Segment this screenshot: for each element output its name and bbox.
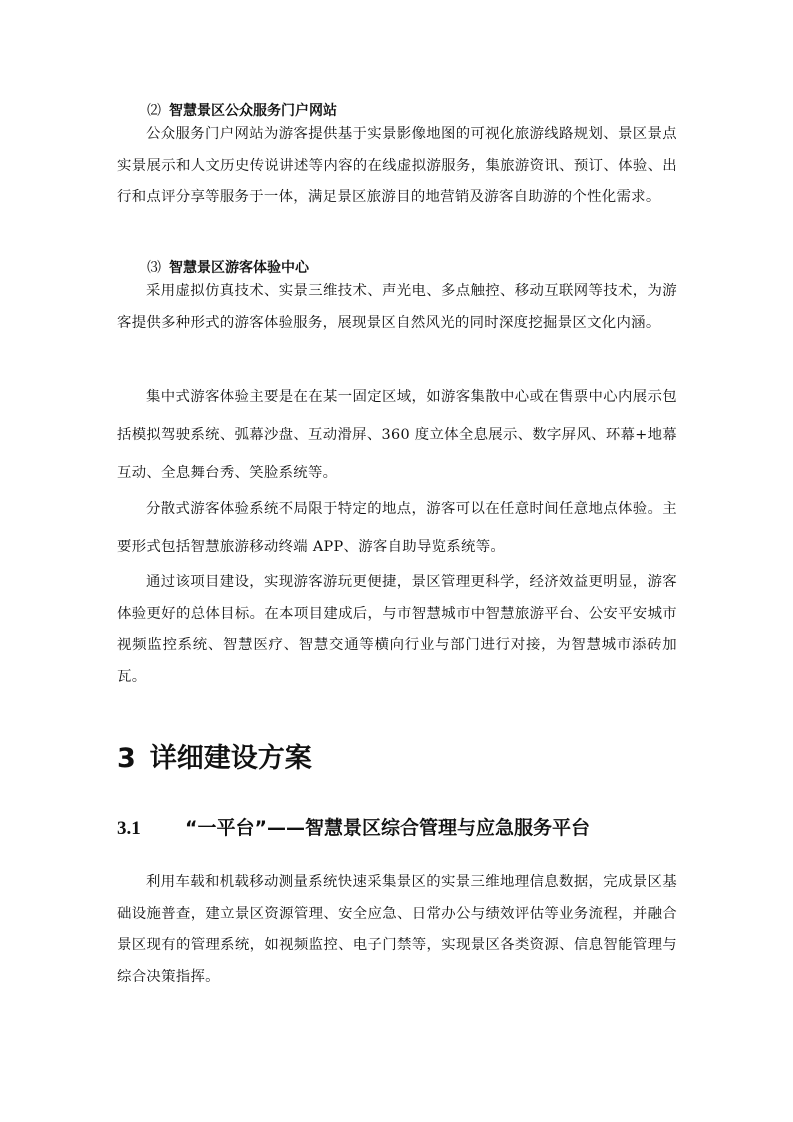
- paragraph-distributed-experience: 分散式游客体验系统不局限于特定的地点，游客可以在任意时间任意地点体验。主要形式包括智慧旅游移动终端 APP、游客自助导览系统等。: [117, 501, 677, 555]
- chapter-number: 3: [117, 743, 136, 774]
- chapter-title: 详细建设方案: [149, 743, 312, 774]
- subchapter-number: 3.1: [117, 818, 141, 839]
- chapter-heading: [117, 741, 677, 777]
- subchapter-heading: [117, 815, 677, 842]
- section-number: ⑵: [147, 103, 161, 119]
- section-number: ⑶: [147, 260, 161, 276]
- subchapter-title: “一平台”——智慧景区综合管理与应急服务平台: [185, 817, 590, 839]
- section-title: 智慧景区公众服务门户网站: [169, 103, 337, 119]
- paragraph-centralized-experience: 集中式游客体验主要是在在某一固定区域，如游客集散中心或在售票中心内展示包括模拟驾驶系统、弧幕沙盘、互动滑屏、360 度立体全息展示、数字屏风、环幕+地幕互动、全息舞台秀、笑脸系统等。: [117, 389, 677, 481]
- paragraph-experience-tech: 采用虚拟仿真技术、实景三维技术、声光电、多点触控、移动互联网等技术，为游客提供多种形式的游客体验服务，展现景区自然风光的同时深度挖掘景区文化内涵。: [117, 283, 677, 331]
- section-heading-portal: [117, 101, 707, 121]
- section-title: 智慧景区游客体验中心: [169, 260, 309, 276]
- paragraph-platform-intro: 利用车载和机载移动测量系统快速采集景区的实景三维地理信息数据，完成景区基础设施普查，建立景区资源管理、安全应急、日常办公与绩效评估等业务流程，并融合景区现有的管理系统，如视频监控、电子门禁等，实现景区各类资源、信息智能管理与综合决策指挥。: [117, 874, 677, 985]
- section-heading-experience-center: [117, 258, 707, 278]
- paragraph-portal-intro: 公众服务门户网站为游客提供基于实景影像地图的可视化旅游线路规划、景区景点实景展示和人文历史传说讲述等内容的在线虚拟游服务，集旅游资讯、预订、体验、出行和点评分享等服务于一体，满足景区旅游目的地营销及游客自助游的个性化需求。: [117, 126, 677, 205]
- paragraph-project-goals: 通过该项目建设，实现游客游玩更便捷，景区管理更科学，经济效益更明显，游客体验更好的总体目标。在本项目建成后，与市智慧城市中智慧旅游平台、公安平安城市视频监控系统、智慧医疗、智慧交通等横向行业与部门进行对接，为智慧城市添砖加瓦。: [117, 574, 677, 685]
